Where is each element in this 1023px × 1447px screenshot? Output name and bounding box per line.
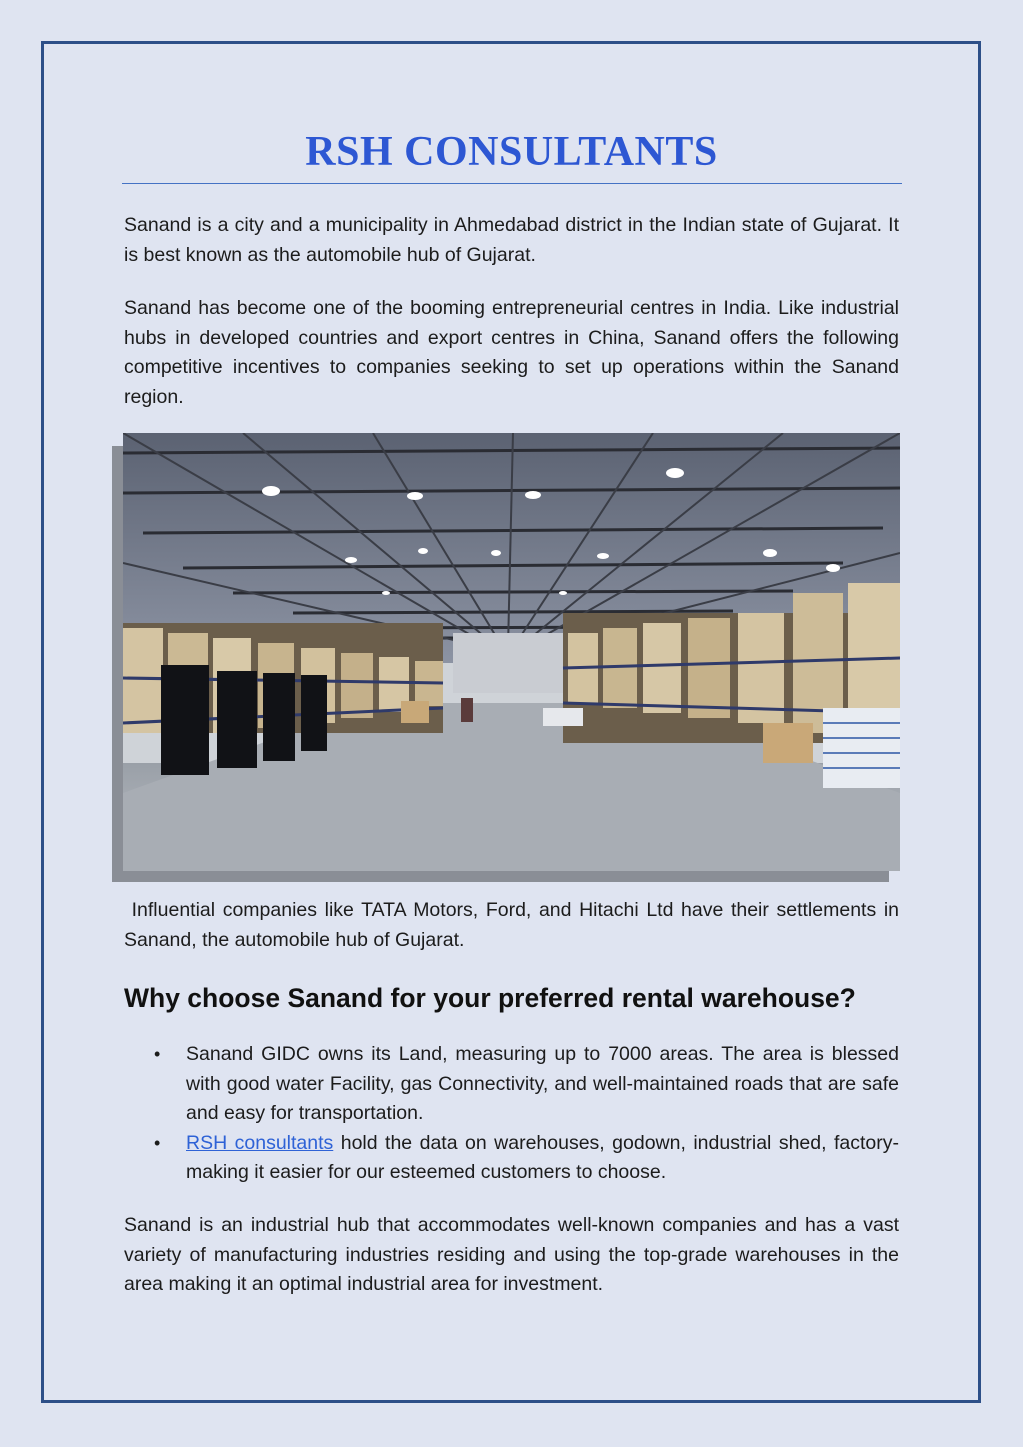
- rsh-consultants-link[interactable]: RSH consultants: [186, 1131, 334, 1154]
- companies-paragraph: Influential companies like TATA Motors, Ford, and Hitachi Ltd have their settlements in Sanand, the automobile hub of Gujarat.: [124, 899, 905, 951]
- warehouse-photo-illustration: [123, 433, 900, 871]
- incentives-paragraph: Sanand has become one of the booming entrepreneurial centres in India. Like industrial hubs in developed countries and export centres in China, Sanand offers the following competitive incentives to companies seeking to set up operations within the Sanand region.: [124, 297, 899, 408]
- closing-paragraph: Sanand is an industrial hub that accommodates well-known companies and has a vast variety of manufacturing industries residing and using the top-grade warehouses in the area making it an optimal industrial area for investment.: [124, 1214, 899, 1295]
- intro-paragraph: Sanand is a city and a municipality in Ahmedabad district in the Indian state of Gujarat. It is best known as the automobile hub of Gujarat.: [124, 214, 899, 266]
- list-item-text: hold the data on warehouses, godown, industrial shed, factory-making it easier for our esteemed customers to choose.: [186, 1131, 899, 1183]
- list-item-text: Sanand GIDC owns its Land, measuring up to 7000 areas. The area is blessed with good water Facility, gas Connectivity, and well-maintained roads that are safe and easy for transportation.: [186, 1043, 899, 1124]
- page-title: RSH CONSULTANTS: [305, 129, 718, 175]
- title-divider: [122, 183, 902, 184]
- list-item: [124, 1040, 899, 1129]
- benefits-list: [124, 1040, 899, 1188]
- warehouse-photo: [123, 433, 900, 871]
- section-heading: Why choose Sanand for your preferred rental warehouse?: [124, 983, 856, 1013]
- list-item: [124, 1129, 899, 1188]
- bullet-icon: •: [154, 1132, 161, 1153]
- bullet-icon: •: [154, 1044, 161, 1064]
